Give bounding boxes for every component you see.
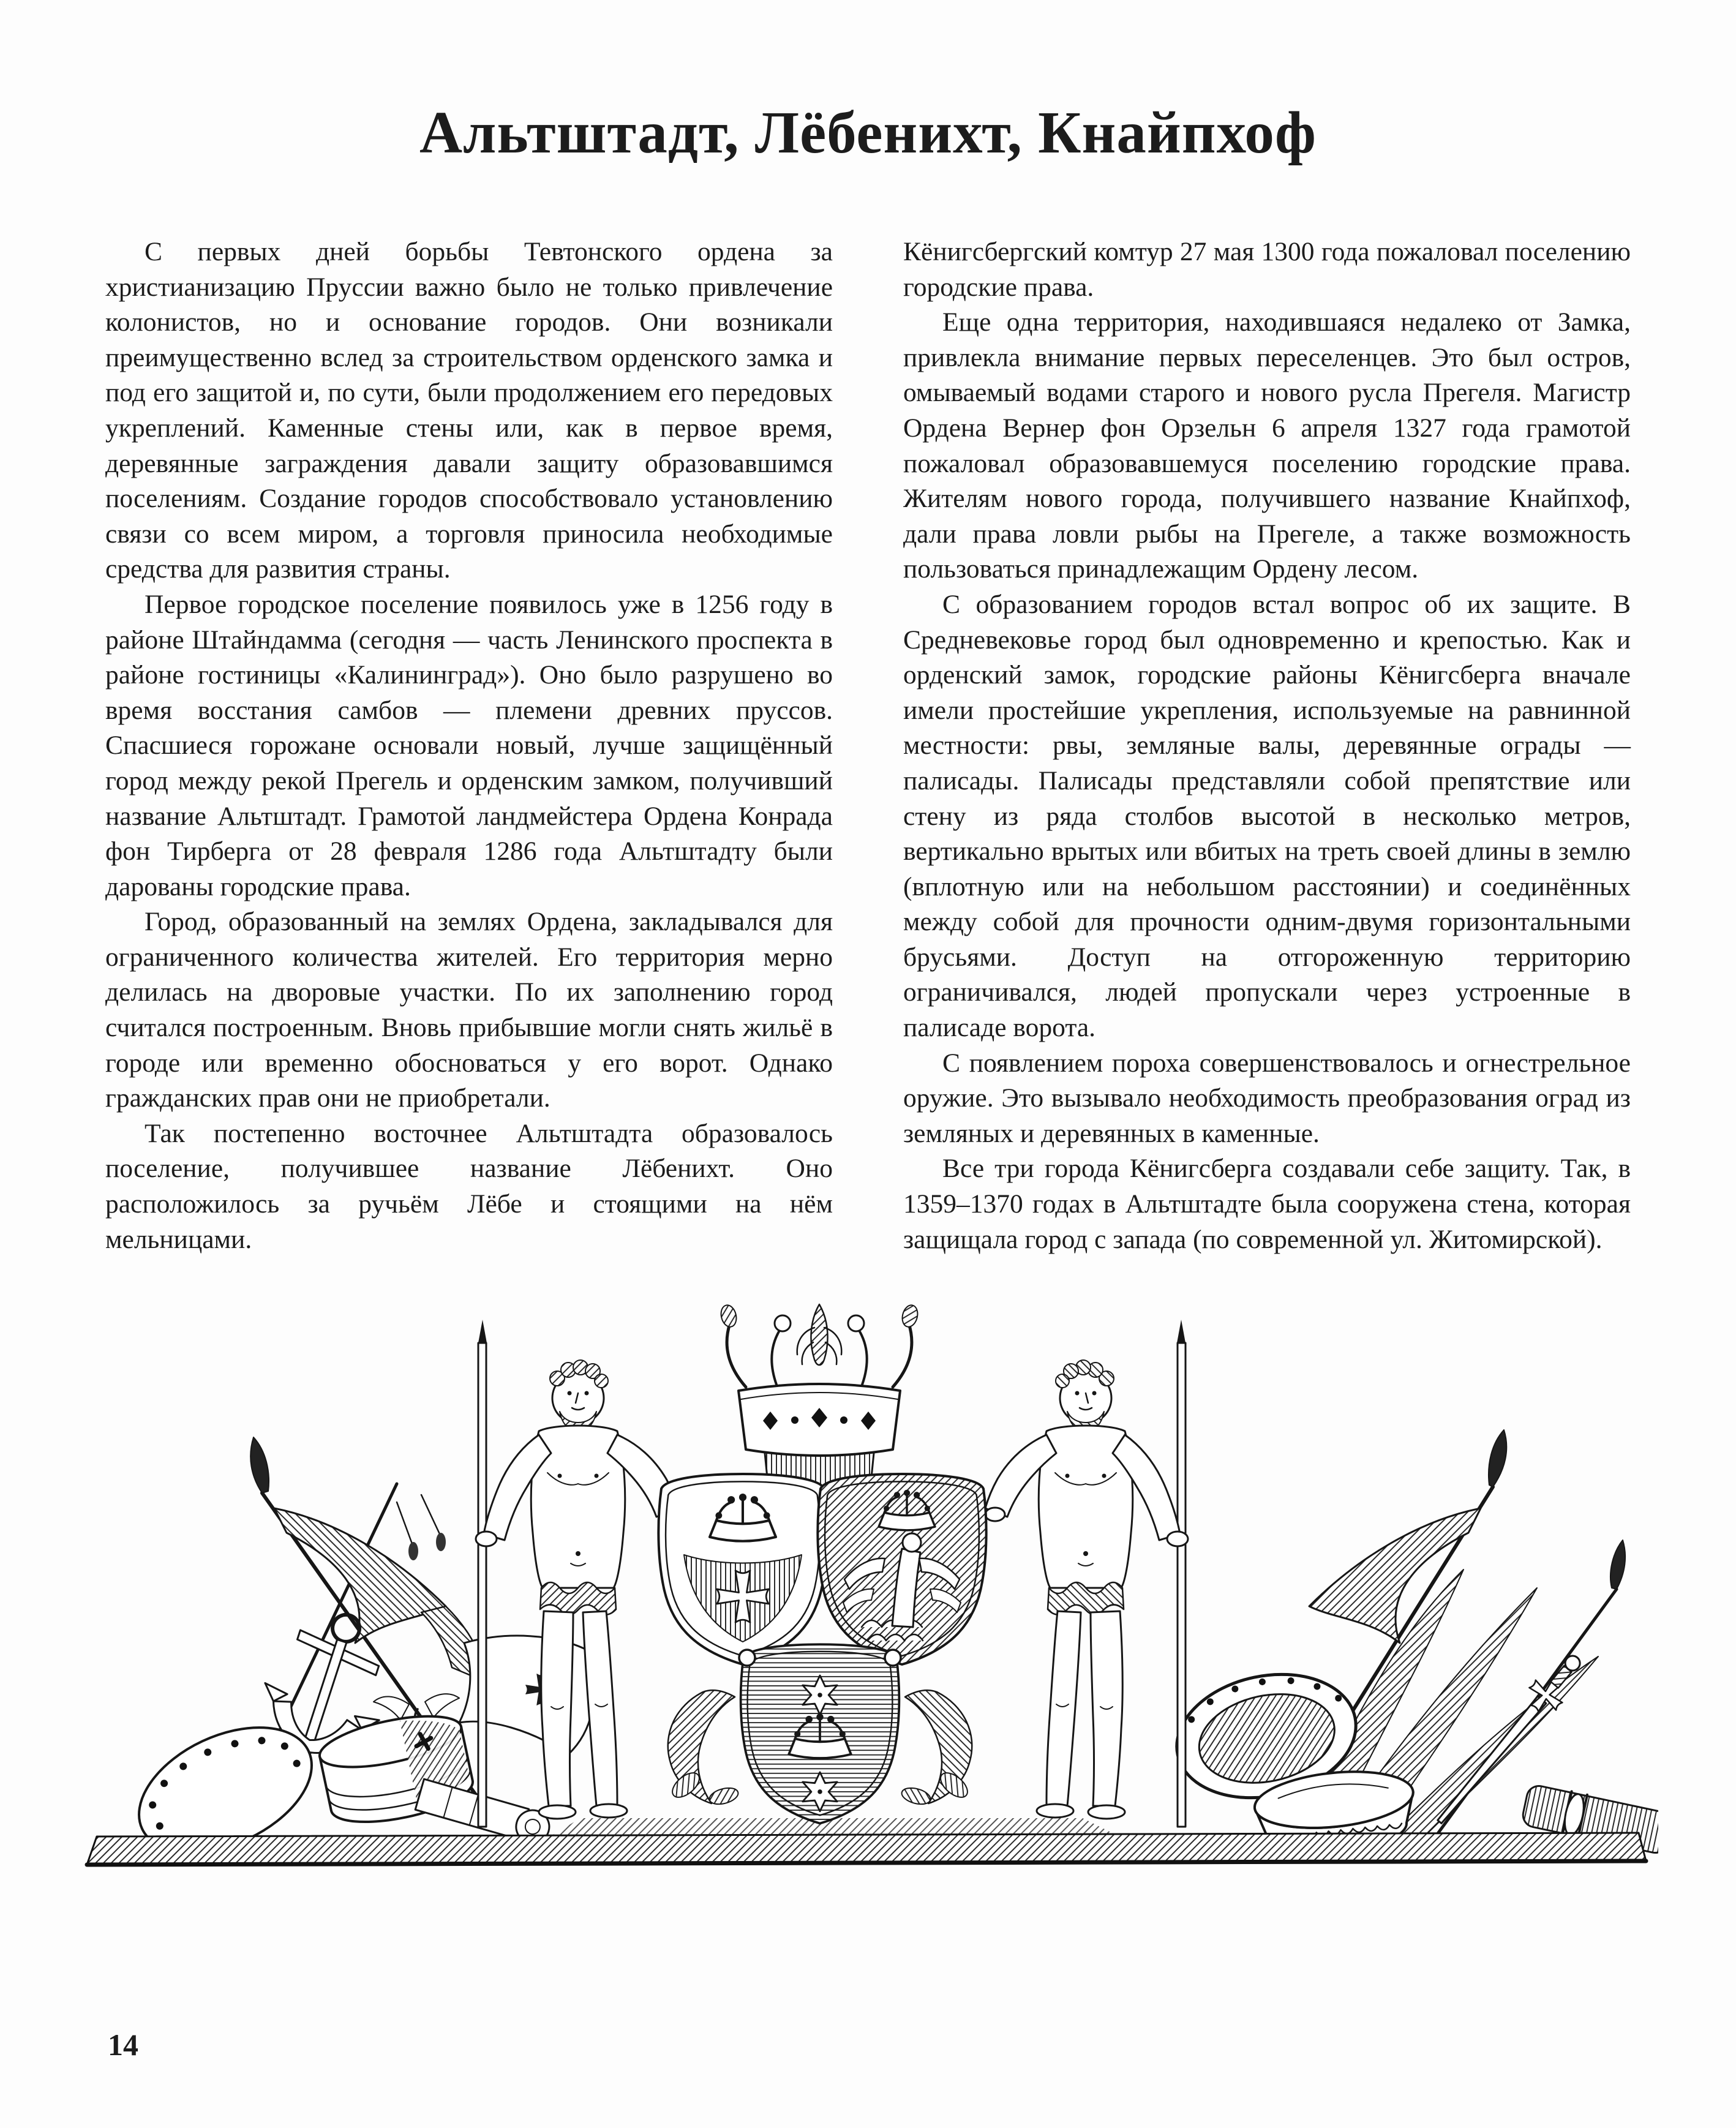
spearhead-icon: [1610, 1540, 1625, 1589]
paragraph: Так постепенно восточнее Альтштадта образовалось поселение, получившее название Лёбенихт. Оно расположилось за ручьём Лёбе и стоящими на нём мельницами.: [105, 1118, 833, 1254]
paragraph: С первых дней борьбы Тевтонского ордена за христианизацию Пруссии важно было не только привлечение колонистов, но и основание городов. Они возникали преимущественно вслед за строительством орденского замка и под его защитой и, по сути, были продолжением его передовых укреплений. Каменные стены или, как в первое время, деревянные заграждения давали защиту образовавшимся поселениям. Создание городов способствовало установлению связи со всем миром, а торговля приносила необходимые средства для развития страны.: [105, 237, 833, 584]
paragraph: С появлением пороха совершенствовалось и огнестрельное оружие. Это вызывало необходимость преобразования оград из земляных и деревянных в каменные.: [903, 1048, 1631, 1148]
text-columns: [0, 235, 1736, 1257]
shield-kneiphof: [817, 1474, 986, 1664]
page-number: 14: [108, 2028, 138, 2062]
left-column: [105, 235, 833, 1257]
paragraph: С образованием городов встал вопрос об их защите. В Средневековье город был одновременно и крепостью. Как и орденский замок, городские районы Кёнигсберга вначале имели простейшие укрепления, используемые на равнинной местности: рвы, земляные валы, деревянные ограды — палисады. Палисады представляли собой препятствие или стену из ряда столбов высотой в несколько метров, вертикально врытых или вбитых на треть своей длины в землю (вплотную или на небольшом расстоянии) и соединённых между собой для прочности одним-двумя горизонтальными брусьями. Доступ на отгороженную территорию ограничивался, людей пропускали через устроенные в палисаде ворота.: [903, 589, 1631, 1043]
paragraph: Кёнигсбергский комтур 27 мая 1300 года пожаловал поселению городские права.: [903, 237, 1631, 302]
right-trophies: [1165, 1430, 1658, 1860]
paragraph: Все три города Кёнигсберга создавали себе защиту. Так, в 1359–1370 годах в Альтштадте была сооружена стена, которая защищала город с запада (по современной ул. Житомирской).: [903, 1154, 1631, 1254]
shield-loebenicht: [740, 1644, 899, 1823]
shield-altstadt: [658, 1474, 827, 1664]
coat-of-arms-engraving: [78, 1300, 1658, 1879]
paragraph: Первое городское поселение появилось уже в 1256 году в районе Штайндамма (сегодня — часть Ленинского проспекта в районе гостиницы «Калининград»). Оно было разрушено во время восстания самбов — племени древних пруссов. Спасшиеся горожане основали новый, лучше защищённый город между рекой Прегель и орденским замком, получивший название Альтштадт. Грамотой ландмейстера Ордена Конрада фон Тирберга от 28 февраля 1286 года Альтштадту были дарованы городские права.: [105, 589, 833, 901]
banner: [1309, 1508, 1481, 1643]
left-trophies: [119, 1437, 593, 1878]
page-title: Альтштадт, Лёбенихт, Кнайпхоф: [419, 100, 1317, 165]
spearhead-icon: [250, 1437, 269, 1493]
paragraph: Город, образованный на землях Ордена, закладывался для ограниченного количества жителей. Его территория мерно делилась на дворовые участки. По их заполнению город считался построенным. Вновь прибывшие могли снять жильё в городе или временно обосноваться у его ворот. Однако гражданских прав они не приобретали.: [105, 907, 833, 1113]
paragraph: Еще одна территория, находившаяся недалеко от Замка, привлекла внимание первых переселенцев. Это был остров, омываемый водами старого и нового русла Прегеля. Магистр Ордена Вернер фон Орзельн 6 апреля 1327 года грамотой пожаловал образовавшемуся поселению городские права. Жителям нового города, получившего название Кнайпхоф, дали права ловли рыбы на Прегеле, а также возможность пользоваться принадлежащим Ордену лесом.: [903, 307, 1631, 584]
right-column: [903, 235, 1631, 1257]
palmette: [797, 1304, 841, 1365]
spearhead-icon: [1489, 1430, 1506, 1487]
